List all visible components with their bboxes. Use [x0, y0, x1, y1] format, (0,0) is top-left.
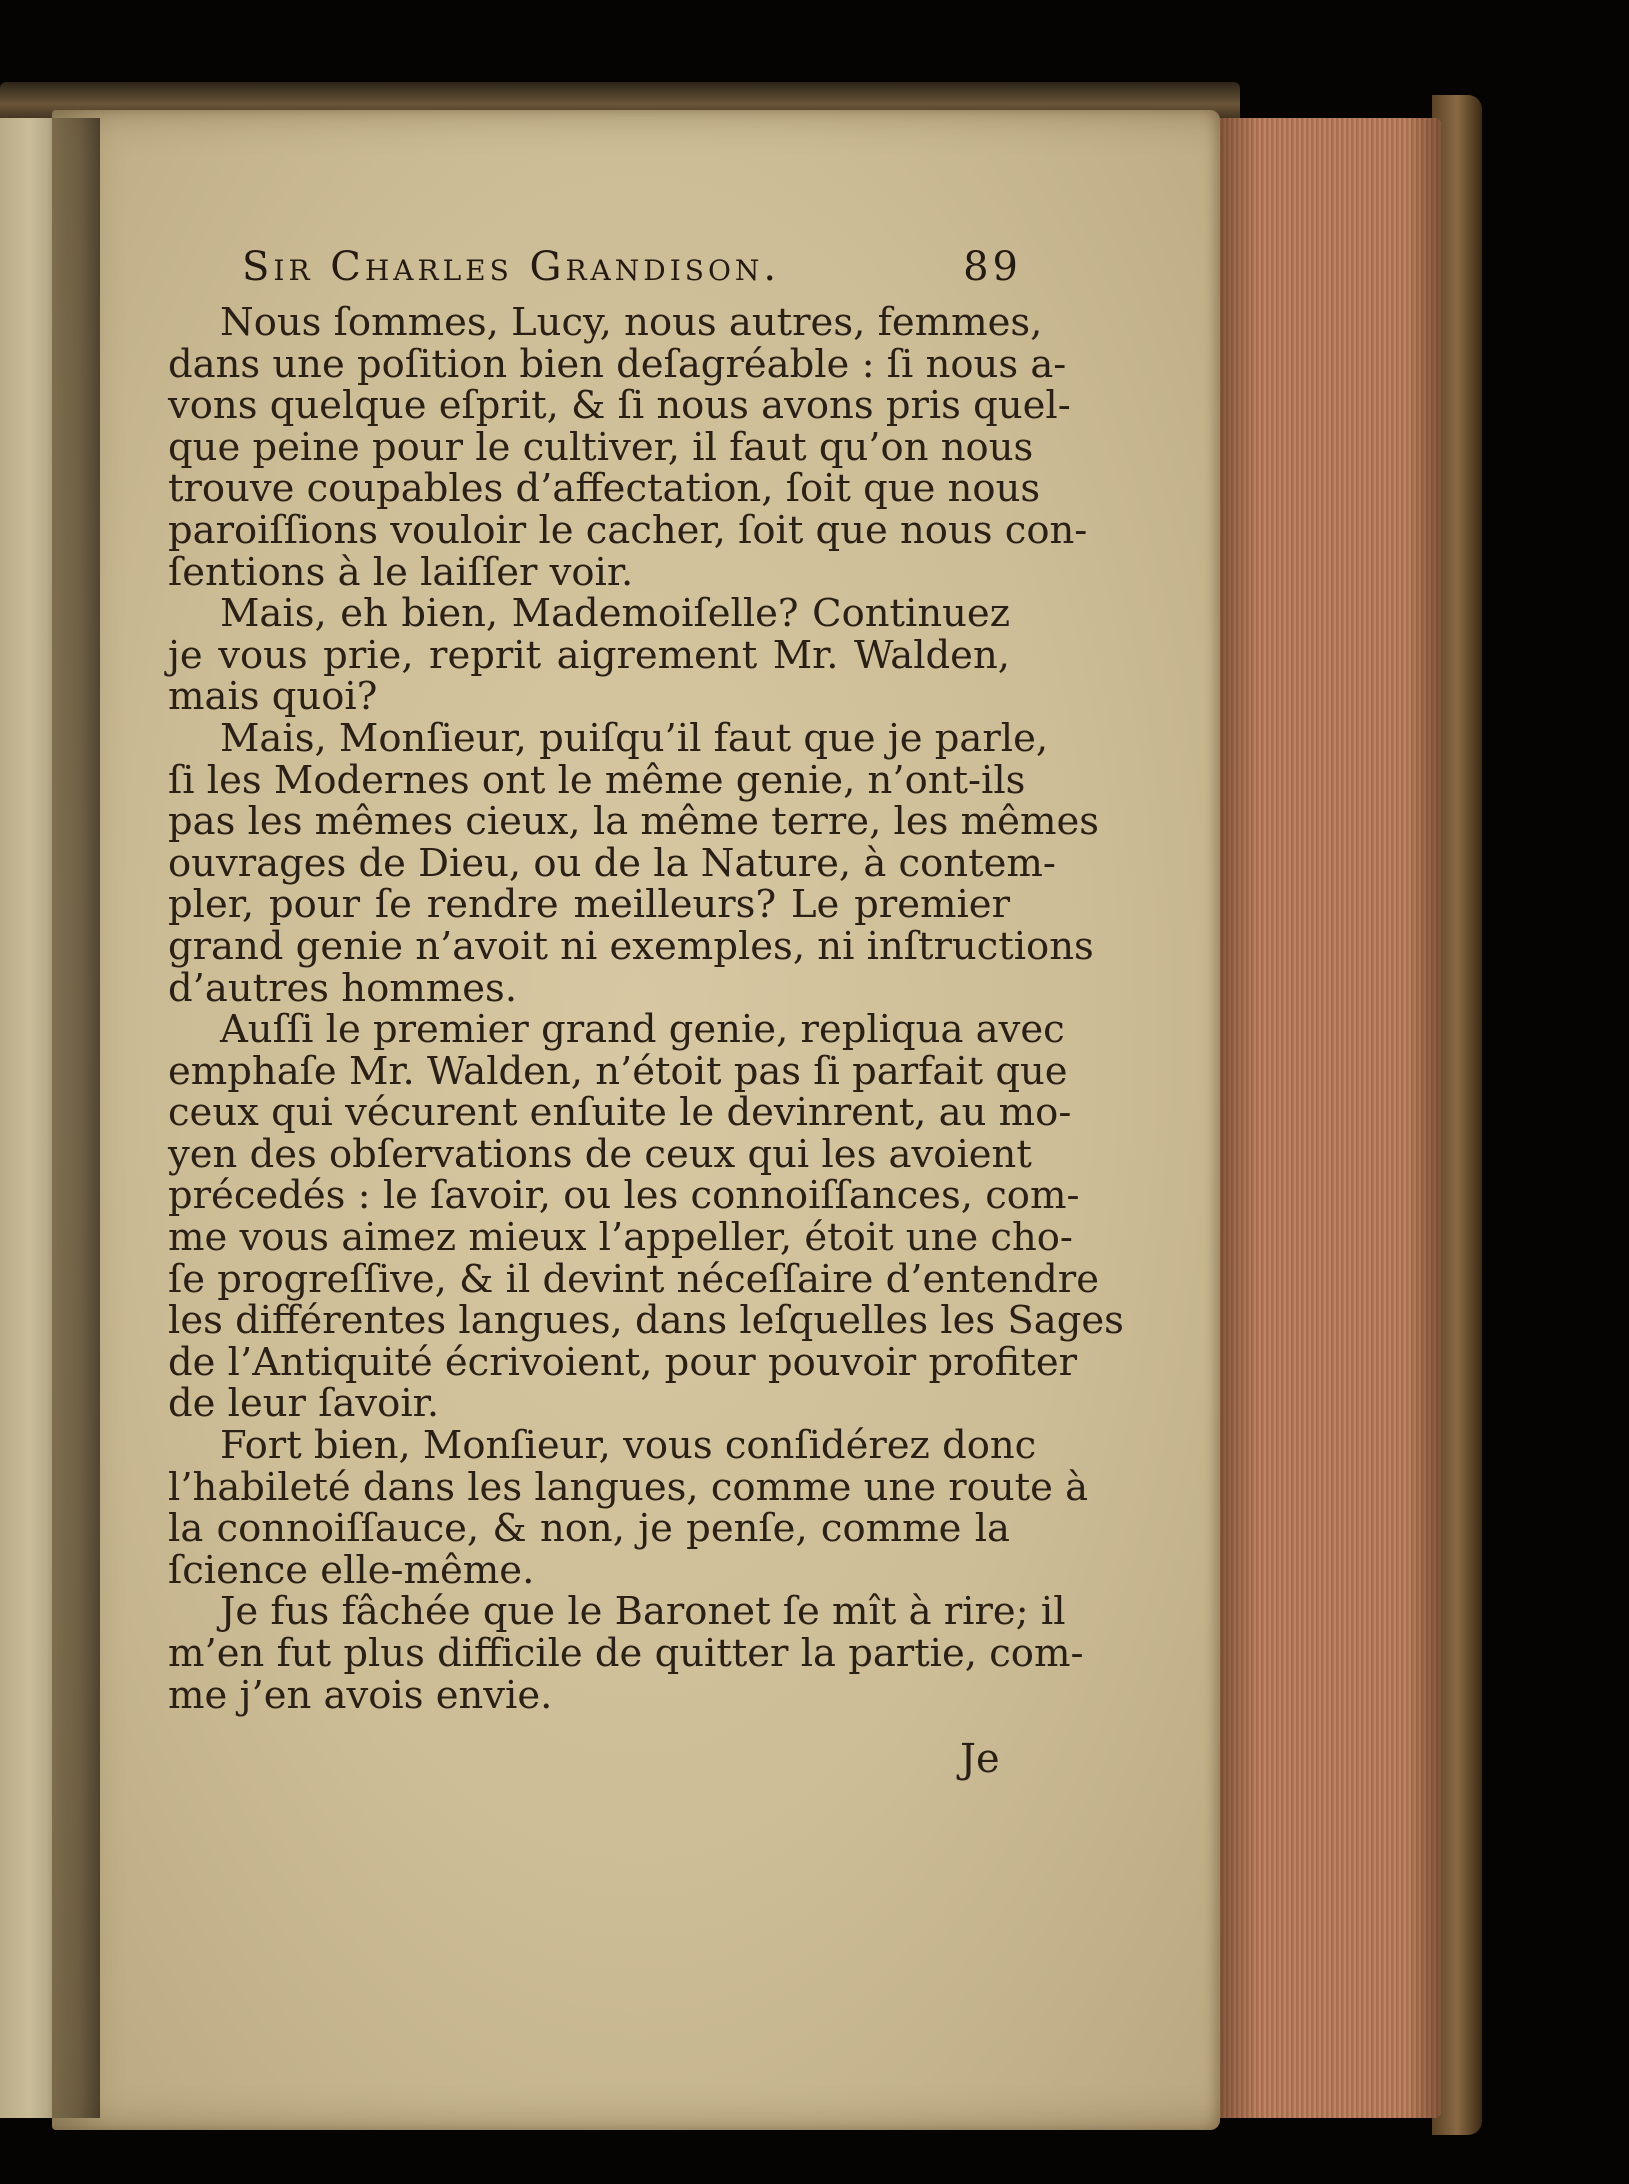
- text-line: ſe progreſſive, & il devint néceſſaire d’entendre: [168, 1256, 1099, 1302]
- text-line: me vous aimez mieux l’appeller, étoit une cho-: [168, 1215, 1073, 1261]
- text-line: emphaſe Mr. Walden, n’étoit pas ſi parfait que: [168, 1048, 1068, 1094]
- text-line: les différentes langues, dans leſquelles les Sages: [168, 1298, 1124, 1344]
- page-number: 89: [963, 244, 1022, 290]
- text-line: ceux qui vécurent enſuite le devinrent, au mo-: [168, 1090, 1072, 1136]
- text-line: de l’Antiquité écrivoient, pour pouvoir profiter: [168, 1339, 1078, 1385]
- text-line: ſi les Modernes ont le même genie, n’ont-ils: [168, 757, 1026, 803]
- text-line: pas les mêmes cieux, la même terre, les mêmes: [168, 799, 1099, 845]
- text-line: l’habileté dans les langues, comme une route à: [168, 1464, 1089, 1510]
- text-line: grand genie n’avoit ni exemples, ni inſtructions: [168, 923, 1094, 969]
- text-line: Fort bien, Monſieur, vous conſidérez donc: [220, 1423, 1037, 1469]
- page-header: [242, 244, 1022, 304]
- text-line: vons quelque eſprit, & ſi nous avons pris quel-: [168, 383, 1071, 429]
- text-line: précedés : le ſavoir, ou les connoiſſances, com-: [168, 1173, 1080, 1219]
- text-line: paroiſſions vouloir le cacher, ſoit que nous con-: [168, 507, 1088, 553]
- text-line: trouve coupables d’affectation, ſoit que nous: [168, 466, 1041, 512]
- text-line: pler, pour ſe rendre meilleurs? Le premier: [168, 882, 1010, 928]
- text-line: Mais, eh bien, Mademoiſelle? Continuez: [220, 591, 1010, 637]
- text-line: me j’en avois envie.: [168, 1672, 553, 1718]
- catchword: Je: [960, 1736, 1000, 1782]
- text-line: que peine pour le cultiver, il faut qu’on nous: [168, 424, 1034, 470]
- text-line: ſcience elle-même.: [168, 1547, 535, 1593]
- text-line: m’en fut plus difficile de quitter la partie, com-: [168, 1631, 1084, 1676]
- text-line: je vous prie, reprit aigrement Mr. Walden,: [168, 632, 1010, 678]
- text-line: d’autres hommes.: [168, 965, 518, 1011]
- text-line: Mais, Monſieur, puiſqu’il faut que je parle,: [220, 715, 1049, 761]
- text-line: ouvrages de Dieu, ou de la Nature, à contem-: [168, 840, 1056, 886]
- spine-shadow: [30, 118, 100, 2118]
- text-line: dans une poſition bien deſagréable : ſi nous a-: [168, 341, 1067, 387]
- text-line: la connoiſſauce, & non, je penſe, comme la: [168, 1506, 1010, 1552]
- text-line: Je fus fâchée que le Baronet ſe mît à rire; il: [220, 1589, 1066, 1635]
- text-line: Nous ſommes, Lucy, nous autres, femmes,: [220, 300, 1043, 345]
- running-head: Sir Charles Grandison.: [242, 244, 781, 290]
- body-text: [168, 300, 1124, 1718]
- text-line: mais quoi?: [168, 674, 378, 720]
- text-line: yen des obſervations de ceux qui les avoient: [168, 1131, 1032, 1177]
- text-line: Auſſi le premier grand genie, repliqua avec: [220, 1007, 1065, 1053]
- text-line: de leur ſavoir.: [168, 1381, 440, 1427]
- text-line: ſentions à le laiſſer voir.: [168, 549, 634, 595]
